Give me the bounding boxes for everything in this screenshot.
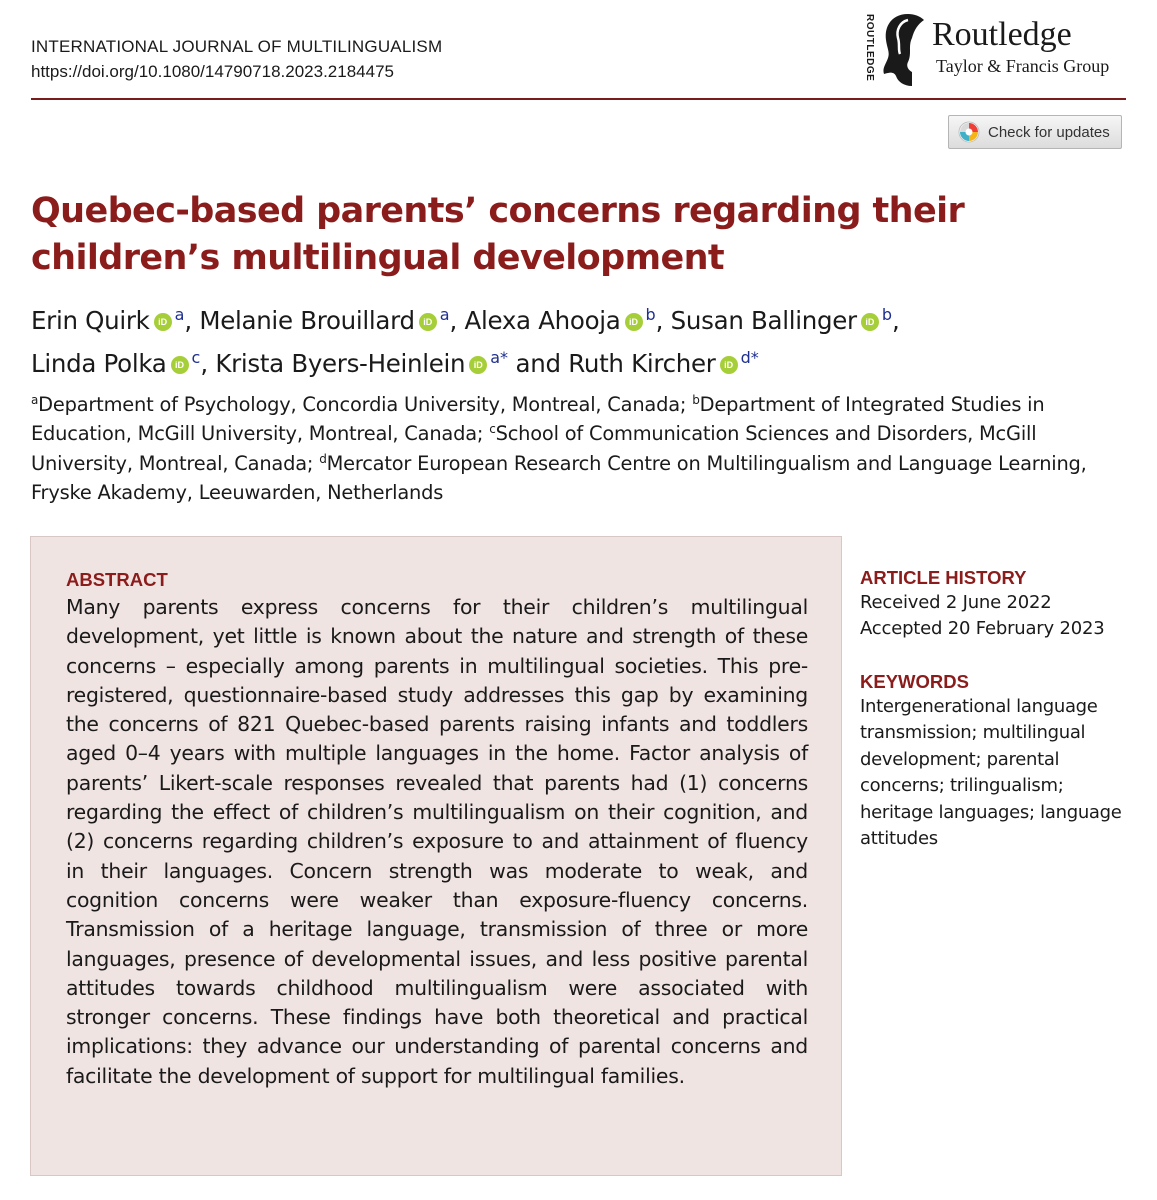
publisher-side-label: ROUTLEDGE: [864, 14, 875, 82]
orcid-icon[interactable]: iD: [154, 313, 172, 331]
orcid-icon[interactable]: iD: [720, 356, 738, 374]
author-name[interactable]: Melanie Brouillard: [199, 306, 415, 335]
author-name[interactable]: Ruth Kircher: [568, 349, 716, 378]
author: Krista Byers-Heinlein iD $^{a*}$ and: [215, 348, 561, 378]
journal-header: [31, 36, 442, 84]
header-divider: [31, 98, 1126, 100]
author-affiliation-mark[interactable]: b: [881, 305, 892, 324]
article-sidebar: [860, 566, 1140, 852]
affiliation-text: Mercator European Research Centre on Multilingualism and Language Learning, Fryske Akademy, Leeuwarden, Netherlands: [31, 451, 1087, 504]
journal-name: INTERNATIONAL JOURNAL OF MULTILINGUALISM: [31, 37, 443, 56]
check-for-updates-label: Check for updates: [988, 123, 1110, 141]
affiliation-text: Department of Psychology, Concordia University, Montreal, Canada;: [38, 393, 693, 416]
article-history-heading: ARTICLE HISTORY: [860, 567, 1027, 588]
abstract-box: [30, 536, 842, 1176]
article-title: Quebec-based parents’ concerns regarding their children’s multilingual development: [31, 191, 965, 278]
author-name[interactable]: Alexa Ahooja: [464, 306, 621, 335]
affiliation-text: Department of Integrated Studies in Education, McGill University, Montreal, Canada;: [31, 393, 1045, 446]
keywords-text: Intergenerational language transmission; multilingual development; parental concerns; trilingualism; heritage languages; language attitudes: [860, 696, 1122, 850]
orcid-icon[interactable]: iD: [861, 313, 879, 331]
crossmark-icon: [958, 121, 980, 143]
author: Erin Quirk iD $^a$,: [31, 305, 192, 335]
affiliation-mark: d: [319, 451, 327, 466]
author-affiliation-mark[interactable]: c: [191, 348, 201, 367]
check-for-updates-button[interactable]: [948, 115, 1122, 149]
abstract-text: Many parents express concerns for their children’s multilingual development, yet little is known about the nature and strength of these concerns – especially among parents in multilingual societies. This pre-registered, questionnaire-based study addresses this gap by examining the concerns of 821 Quebec-based parents raising infants and toddlers aged 0–4 years with multiple languages in the home. Factor analysis of parents’ Likert-scale responses revealed that parents had (1) concerns regarding the effect of children’s multilingualism on their cognition, and (2) concerns regarding children’s exposure to and attainment of fluency in their languages. Concern strength was moderate to weak, and cognition concerns were weaker than exposure-fluency concerns. Transmission of a heritage language, transmission of three or more languages, presence of developmental issues, and less positive parental attitudes towards childhood multilingualism were associated with stronger concerns. These findings have both theoretical and practical implications: they advance our understanding of parental concerns and facilitate the development of support for multilingual families.: [66, 595, 808, 1088]
orcid-icon[interactable]: iD: [625, 313, 643, 331]
affiliation-text: School of Communication Sciences and Disorders, McGill University, Montreal, Canada;: [31, 422, 1037, 475]
doi-link[interactable]: https://doi.org/10.1080/14790718.2023.2184475: [31, 62, 394, 81]
author: Susan Ballinger iD $^b$,: [670, 305, 900, 335]
orcid-icon[interactable]: iD: [171, 356, 189, 374]
author: [568, 349, 758, 378]
orcid-icon[interactable]: iD: [419, 313, 437, 331]
accepted-date: Accepted 20 February 2023: [860, 618, 1105, 639]
author: Alexa Ahooja iD $^b$,: [464, 305, 664, 335]
author-affiliation-mark[interactable]: b: [645, 305, 656, 324]
author-affiliation-mark[interactable]: d*: [740, 348, 759, 367]
orcid-icon[interactable]: iD: [469, 356, 487, 374]
author-name[interactable]: Erin Quirk: [31, 306, 150, 335]
affiliation-mark: c: [489, 422, 496, 437]
routledge-head-icon: [878, 10, 930, 88]
author-name[interactable]: Susan Ballinger: [670, 306, 857, 335]
publisher-name: Routledge: [932, 16, 1072, 53]
author: Linda Polka iD $^c$,: [31, 348, 208, 378]
abstract-heading: ABSTRACT: [66, 569, 168, 590]
author: Melanie Brouillard iD $^a$,: [199, 305, 458, 335]
publisher-logo: [864, 8, 1134, 88]
affiliation-mark: a: [31, 393, 39, 407]
affiliation-mark: b: [692, 393, 700, 407]
publisher-group: Taylor & Francis Group: [936, 56, 1110, 76]
author-name[interactable]: Linda Polka: [31, 349, 167, 378]
keywords-heading: KEYWORDS: [860, 671, 969, 692]
author-affiliation-mark[interactable]: a*: [490, 348, 509, 367]
author-list: [31, 296, 1141, 382]
affiliations: [31, 390, 1131, 507]
author-name[interactable]: Krista Byers-Heinlein: [215, 349, 466, 378]
received-date: Received 2 June 2022: [860, 592, 1052, 613]
author-affiliation-mark[interactable]: a: [439, 305, 450, 324]
author-affiliation-mark[interactable]: a: [174, 305, 185, 324]
